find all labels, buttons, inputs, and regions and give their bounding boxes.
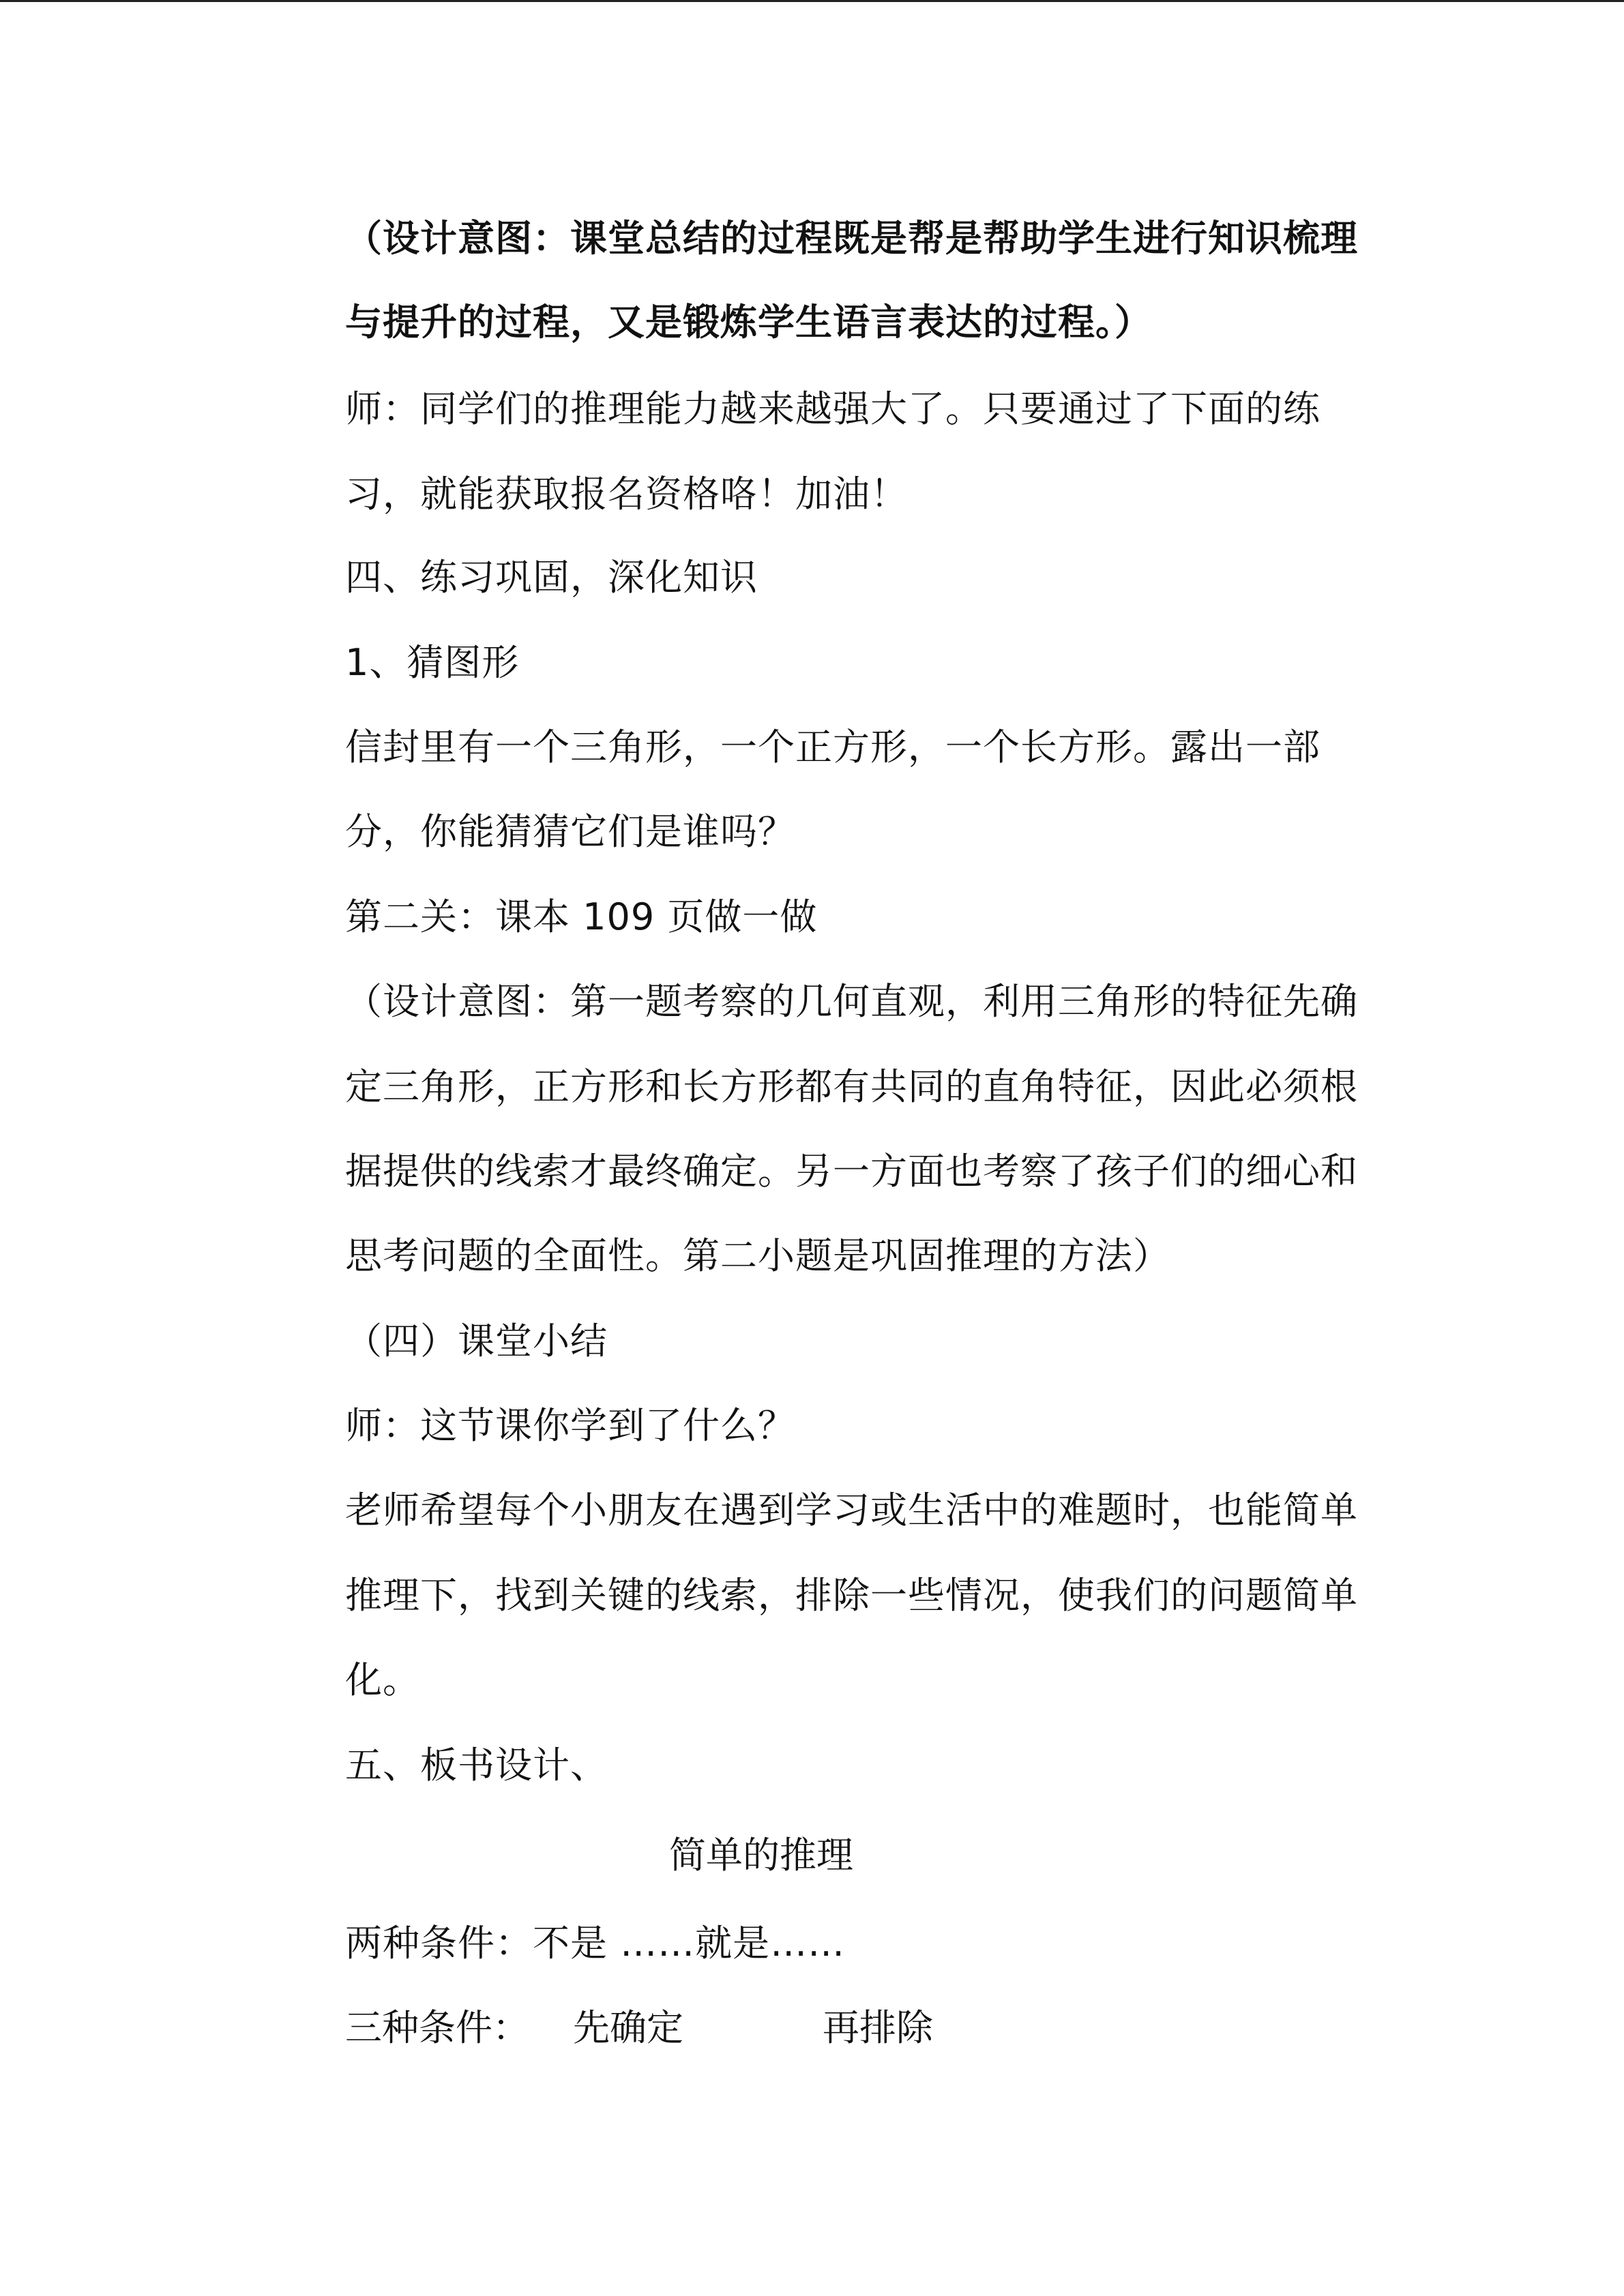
level-2-text: 第二关：课本 109 页做一做	[345, 895, 818, 938]
two-conditions-line: 两种条件：不是 ……就是……	[345, 1922, 846, 1965]
hope-line-3: 化。	[345, 1658, 420, 1701]
board-title: 简单的推理	[669, 1834, 853, 1877]
hope-line-1: 老师希望每个小朋友在遇到学习或生活中的难题时，也能简单	[345, 1489, 1358, 1532]
teacher-remark-1-line-1: 师：同学们的推理能力越来越强大了。只要通过了下面的练	[345, 387, 1320, 430]
design-intent-2-line-3: 据提供的线索才最终确定。另一方面也考察了孩子们的细心和	[345, 1150, 1358, 1193]
summary-heading: （四）课堂小结	[345, 1320, 608, 1362]
design-intent-2-line-2: 定三角形，正方形和长方形都有共同的直角特征，因此必须根	[345, 1065, 1358, 1108]
item-1-heading: 1、猜图形	[345, 641, 520, 684]
teacher-remark-1-line-2: 习，就能获取报名资格咯！加油！	[345, 473, 908, 516]
page-top-border	[0, 0, 1624, 2]
teacher-question: 师：这节课你学到了什么？	[345, 1404, 795, 1447]
design-intent-2-line-4: 思考问题的全面性。第二小题是巩固推理的方法）	[345, 1234, 1170, 1277]
three-conditions-step-2: 再排除	[823, 2006, 933, 2049]
envelope-text-line-1: 信封里有一个三角形，一个正方形，一个长方形。露出一部	[345, 726, 1320, 769]
design-intent-1-line-2: 与提升的过程，又是锻炼学生语言表达的过程。）	[345, 301, 1152, 344]
three-conditions-step-1: 先确定	[573, 2006, 683, 2049]
hope-line-2: 推理下，找到关键的线索，排除一些情况，使我们的问题简单	[345, 1574, 1358, 1617]
envelope-text-line-2: 分，你能猜猜它们是谁吗？	[345, 810, 795, 853]
section-4-heading: 四、练习巩固，深化知识	[345, 556, 758, 599]
design-intent-2-line-1: （设计意图：第一题考察的几何直观，利用三角形的特征先确	[345, 980, 1358, 1023]
section-5-heading: 五、板书设计、	[345, 1744, 608, 1787]
design-intent-1-line-1: （设计意图：课堂总结的过程既是帮是帮助学生进行知识梳理	[345, 217, 1358, 260]
three-conditions-label: 三种条件：	[345, 2006, 529, 2049]
